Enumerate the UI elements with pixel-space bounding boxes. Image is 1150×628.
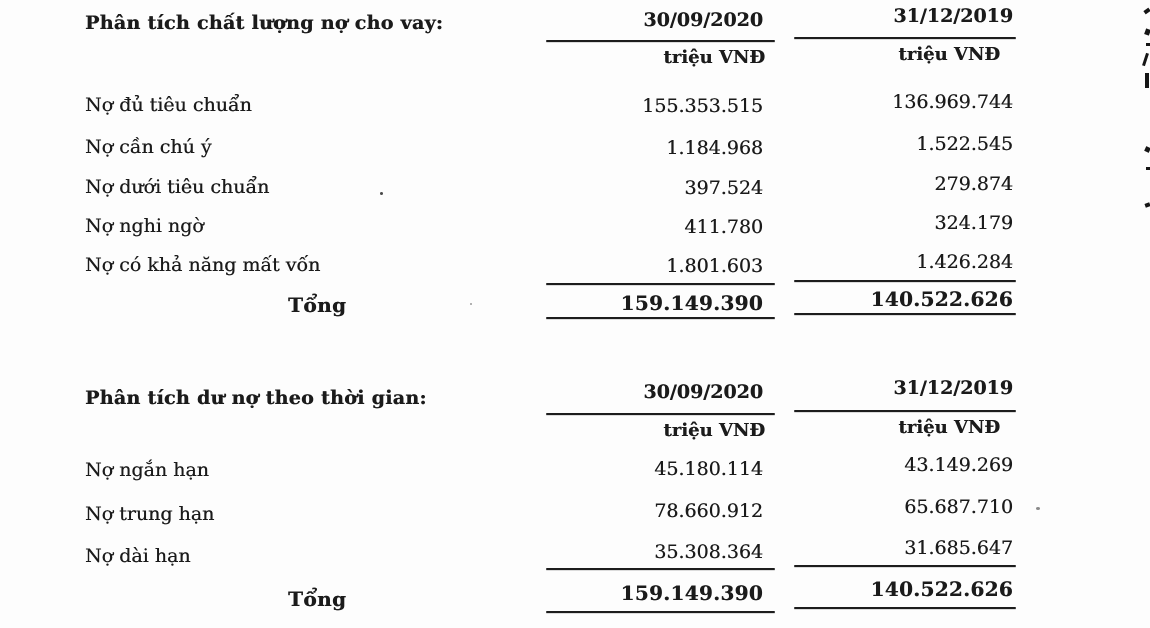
table2-row-value-2020: 45.180.114 <box>654 458 763 480</box>
page-edge-artifact <box>1146 167 1150 170</box>
scan-speck <box>1036 507 1040 510</box>
table2-row-label: Nợ ngắn hạn <box>85 459 209 481</box>
table1-col2-date-header: 31/12/2019 <box>893 5 1013 27</box>
table1-total-bottom-rule-col1 <box>546 317 775 319</box>
scan-speck <box>380 192 383 195</box>
table2-total-bottom-rule-col1 <box>546 611 775 613</box>
table1-total-bottom-rule-col2 <box>794 313 1016 315</box>
table1-col1-date-header: 30/09/2020 <box>643 9 763 31</box>
table1-row-value-2020: 1.184.968 <box>666 137 763 159</box>
table2-total-bottom-rule-col2 <box>794 607 1016 609</box>
table1-total-top-rule-col1 <box>546 283 775 285</box>
table2-total-top-rule-col1 <box>546 568 775 570</box>
table1-col1-header-rule <box>546 40 775 42</box>
table2-row-value-2019: 43.149.269 <box>904 454 1013 476</box>
page-edge-artifact <box>1144 28 1150 35</box>
table1-row-label: Nợ đủ tiêu chuẩn <box>85 94 252 116</box>
page-edge-artifact <box>1144 146 1150 153</box>
table1-col2-unit: triệu VNĐ <box>898 44 1000 65</box>
table2-row-value-2020: 35.308.364 <box>654 541 763 563</box>
table2-total-label: Tổng <box>288 587 347 611</box>
table1-row-value-2020: 1.801.603 <box>666 255 763 277</box>
table1-title: Phân tích chất lượng nợ cho vay: <box>85 12 444 34</box>
page-edge-artifact <box>1143 8 1150 15</box>
table2-col2-unit: triệu VNĐ <box>898 417 1000 438</box>
table1-row-value-2019: 1.426.284 <box>916 251 1013 273</box>
table2-row-value-2019: 65.687.710 <box>904 496 1013 518</box>
table2-total-top-rule-col2 <box>794 565 1016 567</box>
table2-title: Phân tích dư nợ theo thời gian: <box>85 387 427 409</box>
table1-row-value-2019: 136.969.744 <box>892 91 1013 113</box>
table2-total-value-2020: 159.149.390 <box>620 581 763 605</box>
scan-speck <box>470 303 472 305</box>
table1-row-value-2020: 411.780 <box>684 216 763 238</box>
table1-total-top-rule-col2 <box>794 280 1016 282</box>
table1-total-label: Tổng <box>288 293 347 317</box>
page-edge-artifact <box>1144 202 1150 207</box>
table2-col2-date-header: 31/12/2019 <box>893 377 1013 399</box>
table1-row-label: Nợ dưới tiêu chuẩn <box>85 176 270 198</box>
table1-row-label: Nợ nghi ngờ <box>85 215 204 237</box>
table2-row-value-2019: 31.685.647 <box>904 537 1013 559</box>
page-edge-artifact <box>1146 43 1150 46</box>
table1-row-value-2019: 279.874 <box>934 173 1013 195</box>
table1-row-value-2020: 397.524 <box>684 177 763 199</box>
table1-col1-unit: triệu VNĐ <box>663 47 765 68</box>
table2-row-label: Nợ trung hạn <box>85 503 215 525</box>
table2-col2-header-rule <box>794 410 1016 412</box>
table2-total-value-2019: 140.522.626 <box>870 577 1013 601</box>
table1-row-value-2020: 155.353.515 <box>642 95 763 117</box>
table2-row-value-2020: 78.660.912 <box>654 500 763 522</box>
table1-total-value-2019: 140.522.626 <box>870 287 1013 311</box>
table1-row-value-2019: 324.179 <box>934 212 1013 234</box>
table1-col2-header-rule <box>794 37 1016 39</box>
table2-col1-unit: triệu VNĐ <box>663 420 765 441</box>
table2-col1-header-rule <box>546 413 775 415</box>
table1-row-label: Nợ cần chú ý <box>85 136 212 158</box>
page-edge-artifact <box>1142 53 1149 66</box>
table1-row-label: Nợ có khả năng mất vốn <box>85 254 321 276</box>
table2-col1-date-header: 30/09/2020 <box>643 381 763 403</box>
table2-row-label: Nợ dài hạn <box>85 545 191 567</box>
table1-total-value-2020: 159.149.390 <box>620 291 763 315</box>
table1-row-value-2019: 1.522.545 <box>916 133 1013 155</box>
page-edge-artifact <box>1145 73 1149 88</box>
